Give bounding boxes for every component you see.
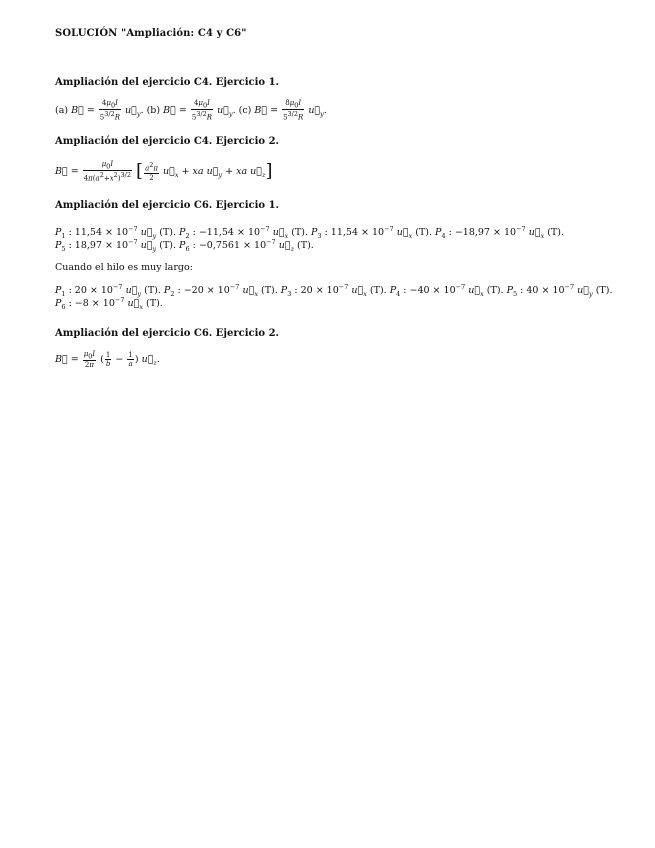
c6-ej1-line-2: $P_5$ : $18,97 \times 10^{-7}$ $u⃗_y$ (T). $P_6$ : $-0,7561 \times 10^{-7}$ $u⃗_z$ (T). xyxy=(55,238,314,254)
formula-c6-ej2: B⃗ = $\frac{\mu_0I}{2\pi}$ ( $\frac{1}{b}$ − $\frac{1}{a}$ ) $u⃗_z$. xyxy=(55,350,160,370)
section-heading-c4-ej1: Ampliación del ejercicio C4. Ejercicio 1. xyxy=(55,77,280,88)
document-title: SOLUCIÓN "Ampliación: C4 y C6" xyxy=(55,28,247,39)
section-heading-c6-ej2: Ampliación del ejercicio C6. Ejercicio 2. xyxy=(55,328,280,339)
c6-ej1-line-4: $P_6$ : $-8 \times 10^{-7}$ $u⃗_x$ (T). xyxy=(55,296,163,312)
section-heading-c4-ej2: Ampliación del ejercicio C4. Ejercicio 2. xyxy=(55,136,280,147)
c6-ej1-line-1: $P_1$ : $11,54 \times 10^{-7}$ $u⃗_y$ (T). $P_2$ : $-11,54 \times 10^{-7}$ $u⃗_x$ (T). $P_3$ : $11,54 \times 10^{-7}$ $u⃗_x$ (T). $P_4$ : $-18,97 \times 10^{-7}$ $u⃗_x$ (T). xyxy=(55,225,564,241)
long-wire-note: Cuando el hilo es muy largo: xyxy=(55,262,193,273)
formula-c4-ej1: (a) B⃗ = $\frac{4\mu_0I}{5^{3/2}R}$ $u⃗_y$. (b) B⃗ = $\frac{4\mu_0I}{5^{3/2}R}$ $u⃗_y$. (c) B⃗ = $\frac{8\mu_0I}{5^{3/2}R}$ $u⃗_y$. xyxy=(55,99,327,122)
section-heading-c6-ej1: Ampliación del ejercicio C6. Ejercicio 1. xyxy=(55,200,280,211)
c6-ej1-line-3: $P_1$ : $20 \times 10^{-7}$ $u⃗_y$ (T). $P_2$ : $-20 \times 10^{-7}$ $u⃗_x$ (T). $P_3$ : $20 \times 10^{-7}$ $u⃗_x$ (T). $P_4$ : $-40 \times 10^{-7}$ $u⃗_x$ (T). $P_5$ : $40 \times 10^{-7}$ $u⃗_y$ (T). xyxy=(55,283,613,299)
formula-c4-ej2: B⃗ = $\frac{\mu_0I}{4\pi(a^2+x^2)^{3/2}}$ [ $\frac{a^2\pi}{2}$ $u⃗_x$ + xa $u⃗_y$ + xa $u⃗_z$] xyxy=(55,160,273,183)
